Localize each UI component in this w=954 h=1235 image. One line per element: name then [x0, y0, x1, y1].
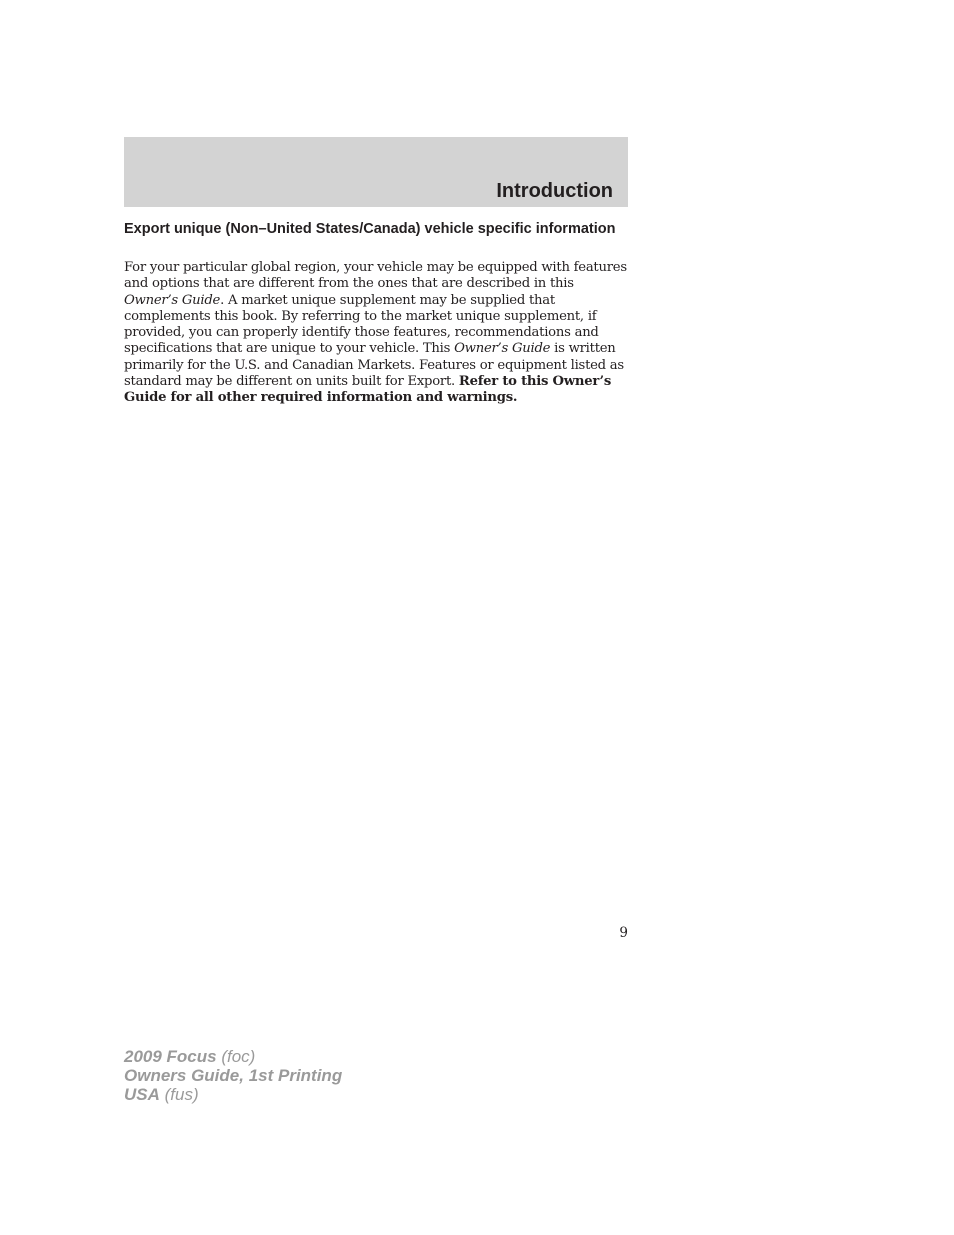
footer-imprint [124, 1047, 342, 1104]
owners-guide-italic: Owner’s Guide [454, 341, 551, 357]
body-text-segment: . A market unique supplement may be supplied that complements this book. By referring to the market unique supplement, if provided, you can properly identify those features, recommendations and specifications that are unique to your vehicle. This [124, 292, 599, 357]
footer-market: USA [124, 1085, 160, 1104]
footer-line-1 [124, 1047, 342, 1066]
subheading: Export unique (Non–United States/Canada) vehicle specific information [124, 221, 616, 237]
footer-market-code: (fus) [164, 1085, 199, 1104]
warning-bold-text: Refer to this Owner’s Guide for all other required information and warnings. [124, 374, 612, 406]
footer-printing: Owners Guide, 1st Printing [124, 1066, 343, 1085]
footer-model: 2009 Focus [124, 1047, 217, 1066]
body-text-segment: is written primarily for the U.S. and Canadian Markets. Features or equipment listed as standard may be different on units built for Export. [124, 341, 624, 390]
body-text-segment: For your particular global region, your vehicle may be equipped with features and options that are different from the ones that are described in this [124, 260, 627, 292]
section-title: Introduction [496, 180, 613, 202]
footer-line-2 [124, 1066, 342, 1085]
owners-guide-italic: Owner’s Guide [124, 292, 221, 308]
page-number: 9 [619, 925, 628, 941]
footer-model-code: (foc) [221, 1047, 256, 1066]
section-header-band [124, 137, 628, 207]
body-paragraph [124, 260, 630, 407]
footer-line-3 [124, 1085, 342, 1104]
